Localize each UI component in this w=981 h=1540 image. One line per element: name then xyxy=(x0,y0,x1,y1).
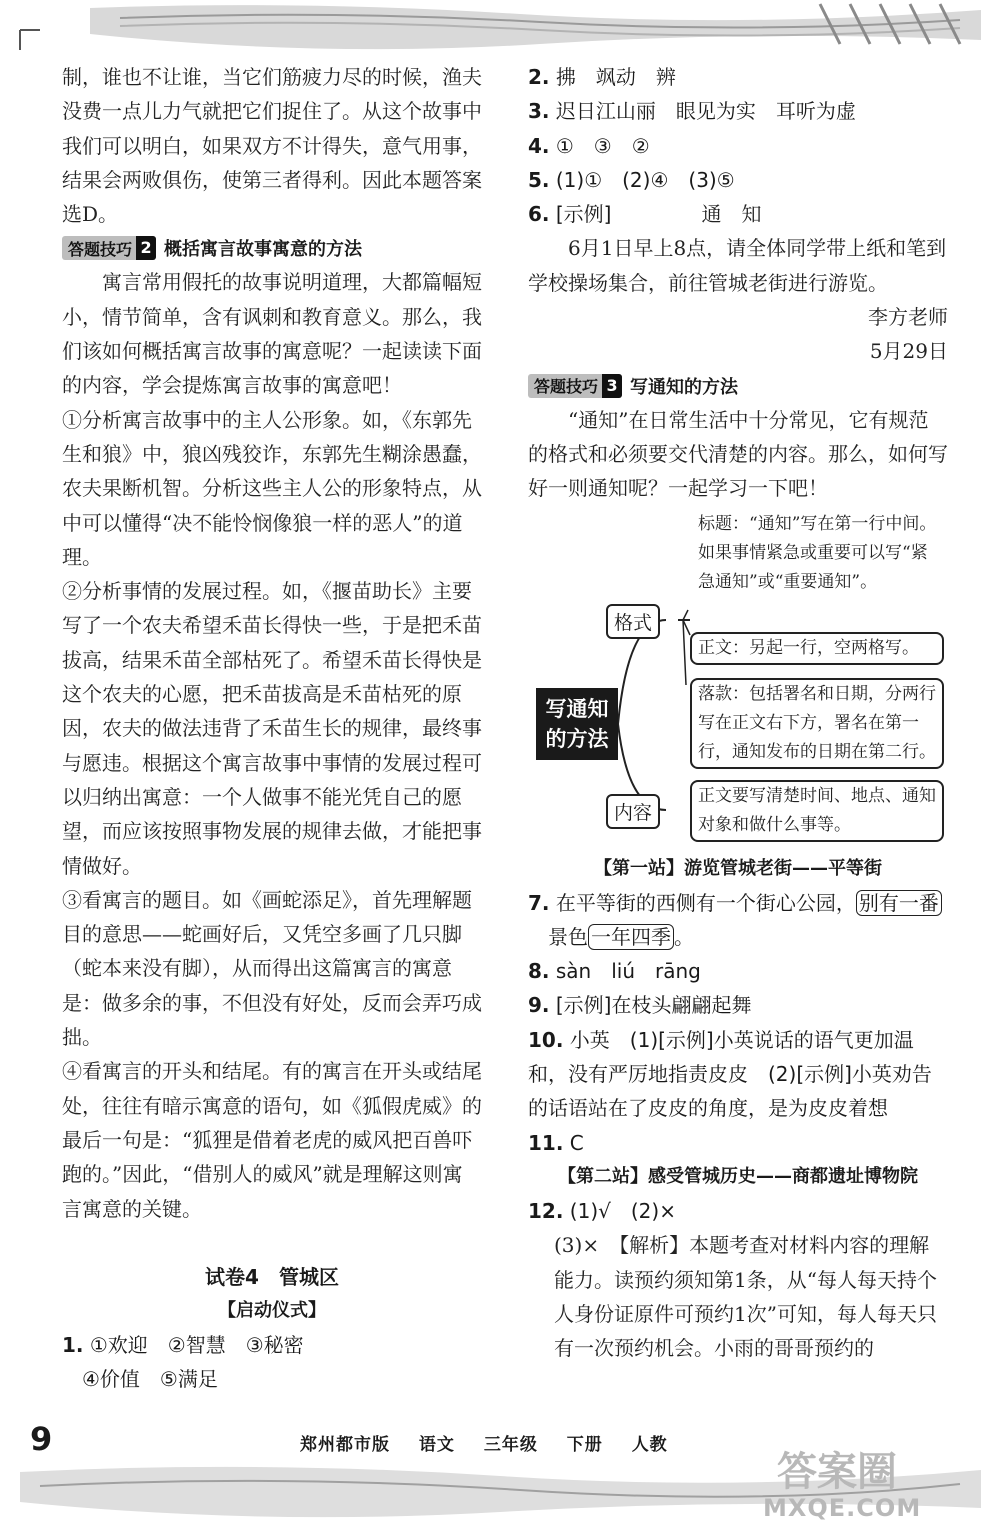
left-column xyxy=(62,60,482,1396)
station2-title: 【第二站】感受管城历史——商都遗址博物院 xyxy=(558,1165,918,1187)
tip2-badge-label: 答题技巧 xyxy=(68,239,133,259)
q12-answer-a: (1)√ (2)× xyxy=(569,1198,676,1223)
q9-answer: [示例]在枝头翩翩起舞 xyxy=(555,993,752,1018)
right-column xyxy=(528,60,948,1365)
tip2-paragraph: 寓言常用假托的故事说明道理，大都篇幅短小，情节简单，含有讽刺和教育意义。那么，我们该如何概括寓言故事的寓意呢？一起读读下面的内容，学会提炼寓言故事的寓意吧！ xyxy=(62,270,482,398)
q7-text: 在平等街的西侧有一个街心公园， xyxy=(555,890,856,915)
tip3-title: 写通知的方法 xyxy=(630,376,739,398)
footer-subject: 语文 xyxy=(418,1435,455,1455)
station1-title: 【第一站】游览管城老街——平等街 xyxy=(594,857,882,879)
tip2-body xyxy=(62,265,482,1225)
notice-title: 通 知 xyxy=(701,202,762,227)
q12-number: 12. xyxy=(528,1198,564,1223)
mindmap-note-title: 标题：“通知”写在第一行中间。如果事情紧急或重要可以写“紧急通知”或“重要通知”。 xyxy=(698,513,937,592)
tip2-title: 概括寓言故事寓意的方法 xyxy=(164,239,363,261)
footer-volume: 下册 xyxy=(566,1435,603,1455)
footer-publisher: 人教 xyxy=(631,1435,668,1455)
tip3-heading xyxy=(528,369,948,403)
q8-answer: sàn liú rāng xyxy=(555,959,701,984)
top-decor-band xyxy=(0,0,981,52)
page-number: 9 xyxy=(30,1420,53,1458)
tip2-paragraph: ④看寓言的开头和结尾。有的寓言在开头或结尾处，往往有暗示寓意的语句，如《狐假虎威》的最后一句是：“狐狸是借着老虎的威风把百兽吓跑的。”因此，“借别人的威风”就是理解这则寓言寓意的关键。 xyxy=(62,1059,482,1221)
mindmap-note-body: 正文：另起一行，空两格写。 xyxy=(690,632,944,665)
tip3-paragraph: “通知”在日常生活中十分常见，它有规范的格式和必须要交代清楚的内容。那么，如何写好一则通知呢？一起学习一下吧！ xyxy=(528,407,948,501)
answer-12-analysis xyxy=(528,1228,948,1365)
q4-answer: ① ③ ② xyxy=(555,133,650,158)
notice-date: 5月29日 xyxy=(869,339,948,364)
tip3-badge-label: 答题技巧 xyxy=(534,377,599,397)
q7-boxed-idiom1: 别有一番 xyxy=(856,890,942,916)
q11-answer: C xyxy=(569,1130,584,1155)
mindmap-branch-format: 格式 xyxy=(606,604,660,639)
footer-edition: 郑州都市版 xyxy=(300,1435,390,1455)
q9-number: 9. xyxy=(528,993,550,1018)
prev-answer-continuation xyxy=(62,60,482,231)
watermark-url: MXQE.COM xyxy=(763,1494,922,1522)
notice-sample xyxy=(528,231,948,368)
tip2-number: 2 xyxy=(136,236,156,260)
q1-number: 1. xyxy=(62,1332,84,1357)
mindmap-note-sign: 落款：包括署名和日期，分两行写在正文右下方，署名在第一行，通知发布的日期在第二行。 xyxy=(690,678,944,769)
q1-line2: ④价值 ⑤满足 xyxy=(82,1367,218,1392)
tip3-badge xyxy=(528,374,622,398)
mindmap-branch-content: 内容 xyxy=(606,794,660,829)
q8-number: 8. xyxy=(528,959,550,984)
tip2-paragraph: ①分析寓言故事中的主人公形象。如，《东郭先生和狼》中，狼凶残狡诈，东郭先生糊涂愚蠢，农夫果断机智。分析这些主人公的形象特点，从中可以懂得“决不能怜悯像狼一样的恶人”的道理。 xyxy=(62,407,482,569)
footer-info xyxy=(300,1430,690,1455)
launch-section-title: 【启动仪式】 xyxy=(218,1299,326,1321)
answers-2-6 xyxy=(528,60,948,231)
q5-number: 5. xyxy=(528,167,550,192)
q11-number: 11. xyxy=(528,1130,564,1155)
q10-number: 10. xyxy=(528,1027,564,1052)
q1-line1: ①欢迎 ②智慧 ③秘密 xyxy=(89,1332,304,1357)
prev-answer-text: 制，谁也不让谁，当它们筋疲力尽的时候，渔夫没费一点儿力气就把它们捉住了。从这个故事中我们可以明白，如果双方不计得失，意气用事，结果会两败俱伤，使第三者得利。因此本题答案选D。 xyxy=(62,65,482,227)
tip2-badge xyxy=(62,236,156,260)
q7-text-cont: 景色 xyxy=(548,924,588,949)
q3-answer: 迟日江山丽 眼见为实 耳听为虚 xyxy=(555,99,856,124)
q2-number: 2. xyxy=(528,65,550,89)
answers-7-11 xyxy=(528,886,948,1160)
q6-number: 6. xyxy=(528,202,550,227)
footer-grade: 三年级 xyxy=(483,1435,538,1455)
exam-title: 试卷4 管城区 xyxy=(205,1264,339,1289)
q7-period: 。 xyxy=(674,924,694,949)
tip3-body xyxy=(528,403,948,506)
q4-number: 4. xyxy=(528,133,550,158)
q7-boxed-idiom2: 一年四季 xyxy=(588,924,674,950)
q3-number: 3. xyxy=(528,99,550,124)
tip3-number: 3 xyxy=(602,374,622,398)
q6-example-label: [示例] xyxy=(555,202,612,227)
answer-12 xyxy=(528,1194,948,1228)
q10-answer: 小英 (1)[示例]小英说话的语气更加温和，没有严厉地指责皮皮 (2)[示例]小英劝告的话语站在了皮皮的角度，是为皮皮着想 xyxy=(528,1027,932,1121)
q5-answer: (1)① (2)④ (3)⑤ xyxy=(555,167,735,192)
watermark-big-text: 答案圈 xyxy=(777,1449,897,1495)
notice-signer: 李方老师 xyxy=(868,305,948,330)
q7-number: 7. xyxy=(528,890,550,915)
mindmap-center: 写通知的方法 xyxy=(536,688,618,760)
tip2-heading xyxy=(62,231,482,265)
notice-mindmap xyxy=(528,510,948,846)
tip2-paragraph: ②分析事情的发展过程。如，《揠苗助长》主要写了一个农夫希望禾苗长得快一些，于是把禾苗拔高，结果禾苗全部枯死了。希望禾苗长得快是这个农夫的心愿，把禾苗拔高是禾苗枯死的原因，农夫的做法违背了禾苗生长的规律，最终事与愿违。根据这个寓言故事中事情的发展过程可以归纳出寓意：一个人做事不能光凭自己的愿望，而应该按照事物发展的规律去做，才能把事情做好。 xyxy=(62,579,482,878)
watermark-logo xyxy=(763,1440,963,1526)
mindmap-note-content: 正文要写清楚时间、地点、通知对象和做什么事等。 xyxy=(690,780,944,842)
q2-answer: 拂 飒动 辨 xyxy=(555,65,676,89)
notice-body: 6月1日早上8点，请全体同学带上纸和笔到学校操场集合，前往管城老街进行游览。 xyxy=(528,236,947,295)
q1-answer xyxy=(62,1328,482,1397)
tip2-paragraph: ③看寓言的题目。如《画蛇添足》，首先理解题目的意思——蛇画好后，又凭空多画了几只脚（蛇本来没有脚），从而得出这篇寓言的寓意是：做多余的事，不但没有好处，反而会弄巧成拙。 xyxy=(62,887,482,1050)
q12-answer-b: (3)× 【解析】本题考查对材料内容的理解能力。读预约须知第1条，从“每人每天持个人身份证原件可预约1次”可知，每人每天只有一次预约机会。小雨的哥哥预约的 xyxy=(554,1233,937,1361)
